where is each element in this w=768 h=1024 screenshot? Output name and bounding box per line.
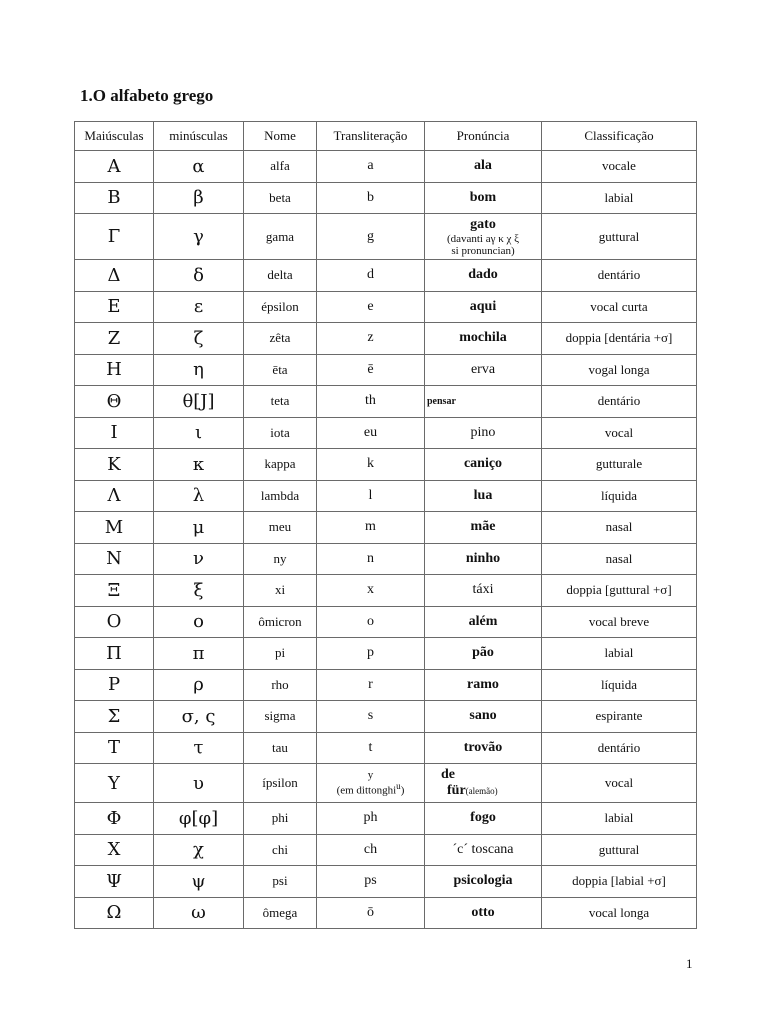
transliteration: ch bbox=[317, 834, 425, 866]
letter-name: phi bbox=[244, 803, 317, 835]
pronunciation: táxi bbox=[425, 575, 542, 607]
pronunciation bbox=[425, 764, 542, 803]
table-row bbox=[75, 701, 697, 733]
header-transliteracao: Transliteração bbox=[317, 122, 425, 151]
uppercase-letter: Δ bbox=[75, 260, 154, 292]
pronunciation: pino bbox=[425, 417, 542, 449]
transliteration: ē bbox=[317, 354, 425, 386]
pronunciation: ninho bbox=[425, 543, 542, 575]
table-row bbox=[75, 182, 697, 214]
uppercase-letter: Γ bbox=[75, 214, 154, 260]
classification: doppia [guttural +σ] bbox=[542, 575, 697, 607]
lowercase-letter: ε bbox=[154, 291, 244, 323]
transliteration bbox=[317, 764, 425, 803]
pronunciation-line bbox=[441, 783, 539, 799]
classification: doppia [labial +σ] bbox=[542, 866, 697, 898]
transliteration: x bbox=[317, 575, 425, 607]
lowercase-letter: τ bbox=[154, 732, 244, 764]
transliteration: g bbox=[317, 214, 425, 260]
letter-name: beta bbox=[244, 182, 317, 214]
transliteration-value: y bbox=[367, 769, 374, 782]
classification: vocal bbox=[542, 417, 697, 449]
lowercase-letter: ζ bbox=[154, 323, 244, 355]
letter-name: ípsilon bbox=[244, 764, 317, 803]
transliteration: a bbox=[317, 151, 425, 183]
classification: dentário bbox=[542, 732, 697, 764]
lowercase-letter: η bbox=[154, 354, 244, 386]
greek-alphabet-table bbox=[74, 121, 697, 929]
table-row bbox=[75, 732, 697, 764]
table-row bbox=[75, 764, 697, 803]
uppercase-letter: Θ bbox=[75, 386, 154, 418]
pronunciation-note: (davanti aγ κ χ ξ bbox=[446, 232, 520, 245]
pronunciation: lua bbox=[425, 480, 542, 512]
header-pronuncia: Pronúncia bbox=[425, 122, 542, 151]
lowercase-letter: υ bbox=[154, 764, 244, 803]
pronunciation: mochila bbox=[425, 323, 542, 355]
classification: labial bbox=[542, 182, 697, 214]
pronunciation: erva bbox=[425, 354, 542, 386]
pronunciation: otto bbox=[425, 897, 542, 929]
uppercase-letter: Ω bbox=[75, 897, 154, 929]
pronunciation-example: de bbox=[441, 767, 455, 782]
transliteration: k bbox=[317, 449, 425, 481]
uppercase-letter: Ρ bbox=[75, 669, 154, 701]
classification: nasal bbox=[542, 512, 697, 544]
table-row bbox=[75, 260, 697, 292]
pronunciation-note: si pronuncian) bbox=[451, 244, 515, 257]
header-classificacao: Classificação bbox=[542, 122, 697, 151]
table-row bbox=[75, 323, 697, 355]
header-nome: Nome bbox=[244, 122, 317, 151]
letter-name: ômega bbox=[244, 897, 317, 929]
uppercase-letter: Κ bbox=[75, 449, 154, 481]
pronunciation: ramo bbox=[425, 669, 542, 701]
classification: vocal longa bbox=[542, 897, 697, 929]
table-row bbox=[75, 803, 697, 835]
classification: labial bbox=[542, 803, 697, 835]
classification: labial bbox=[542, 638, 697, 670]
pronunciation: dado bbox=[425, 260, 542, 292]
letter-name: épsilon bbox=[244, 291, 317, 323]
transliteration: th bbox=[317, 386, 425, 418]
lowercase-letter: φ[φ] bbox=[154, 803, 244, 835]
letter-name: lambda bbox=[244, 480, 317, 512]
classification: espirante bbox=[542, 701, 697, 733]
letter-name: kappa bbox=[244, 449, 317, 481]
uppercase-letter: Η bbox=[75, 354, 154, 386]
letter-name: tau bbox=[244, 732, 317, 764]
uppercase-letter: Ψ bbox=[75, 866, 154, 898]
uppercase-letter: Ε bbox=[75, 291, 154, 323]
table-row bbox=[75, 575, 697, 607]
table-row bbox=[75, 606, 697, 638]
transliteration: d bbox=[317, 260, 425, 292]
uppercase-letter: Π bbox=[75, 638, 154, 670]
uppercase-letter: Β bbox=[75, 182, 154, 214]
transliteration: p bbox=[317, 638, 425, 670]
letter-name: teta bbox=[244, 386, 317, 418]
lowercase-letter: ρ bbox=[154, 669, 244, 701]
classification: guttural bbox=[542, 834, 697, 866]
header-minusculas: minúsculas bbox=[154, 122, 244, 151]
uppercase-letter: Ι bbox=[75, 417, 154, 449]
transliteration: ph bbox=[317, 803, 425, 835]
table-row bbox=[75, 543, 697, 575]
uppercase-letter: Υ bbox=[75, 764, 154, 803]
transliteration: r bbox=[317, 669, 425, 701]
lowercase-letter: ι bbox=[154, 417, 244, 449]
pronunciation-example: gato bbox=[470, 216, 496, 232]
lowercase-letter: θ[J] bbox=[154, 386, 244, 418]
transliteration: z bbox=[317, 323, 425, 355]
table-row bbox=[75, 417, 697, 449]
pronunciation: pensar bbox=[425, 386, 542, 418]
classification: líquida bbox=[542, 669, 697, 701]
classification: nasal bbox=[542, 543, 697, 575]
table-row bbox=[75, 449, 697, 481]
lowercase-letter: ν bbox=[154, 543, 244, 575]
letter-name: delta bbox=[244, 260, 317, 292]
uppercase-letter: Ν bbox=[75, 543, 154, 575]
letter-name: ēta bbox=[244, 354, 317, 386]
table-header-row bbox=[75, 122, 697, 151]
transliteration-note-sup: u bbox=[396, 781, 401, 792]
pronunciation: ala bbox=[425, 151, 542, 183]
lowercase-letter: α bbox=[154, 151, 244, 183]
uppercase-letter: Τ bbox=[75, 732, 154, 764]
table-row bbox=[75, 291, 697, 323]
lowercase-letter: μ bbox=[154, 512, 244, 544]
lowercase-letter: ο bbox=[154, 606, 244, 638]
uppercase-letter: Σ bbox=[75, 701, 154, 733]
letter-name: psi bbox=[244, 866, 317, 898]
pronunciation: ´c´ toscana bbox=[425, 834, 542, 866]
transliteration: l bbox=[317, 480, 425, 512]
pronunciation: fogo bbox=[425, 803, 542, 835]
uppercase-letter: Χ bbox=[75, 834, 154, 866]
table-row bbox=[75, 354, 697, 386]
letter-name: zêta bbox=[244, 323, 317, 355]
uppercase-letter: Φ bbox=[75, 803, 154, 835]
transliteration-note-text: (em dittonghi bbox=[336, 784, 397, 797]
classification: guttural bbox=[542, 214, 697, 260]
transliteration: o bbox=[317, 606, 425, 638]
table-row bbox=[75, 480, 697, 512]
uppercase-letter: Ξ bbox=[75, 575, 154, 607]
lowercase-letter: ξ bbox=[154, 575, 244, 607]
letter-name: meu bbox=[244, 512, 317, 544]
pronunciation: mãe bbox=[425, 512, 542, 544]
transliteration: eu bbox=[317, 417, 425, 449]
table-row bbox=[75, 512, 697, 544]
pronunciation-word: für bbox=[447, 783, 466, 798]
classification: vocal bbox=[542, 764, 697, 803]
transliteration: t bbox=[317, 732, 425, 764]
lowercase-letter: δ bbox=[154, 260, 244, 292]
letter-name: ny bbox=[244, 543, 317, 575]
letter-name: xi bbox=[244, 575, 317, 607]
transliteration: b bbox=[317, 182, 425, 214]
table-row bbox=[75, 638, 697, 670]
page-number: 1 bbox=[686, 956, 693, 971]
classification: dentário bbox=[542, 260, 697, 292]
pronunciation: psicologia bbox=[425, 866, 542, 898]
classification: líquida bbox=[542, 480, 697, 512]
lowercase-letter: π bbox=[154, 638, 244, 670]
uppercase-letter: Λ bbox=[75, 480, 154, 512]
header-maiusculas: Maiúsculas bbox=[75, 122, 154, 151]
lowercase-letter: χ bbox=[154, 834, 244, 866]
table-row bbox=[75, 866, 697, 898]
transliteration: s bbox=[317, 701, 425, 733]
classification: vogal longa bbox=[542, 354, 697, 386]
uppercase-letter: Α bbox=[75, 151, 154, 183]
lowercase-letter: ψ bbox=[154, 866, 244, 898]
classification: vocale bbox=[542, 151, 697, 183]
classification: gutturale bbox=[542, 449, 697, 481]
transliteration: e bbox=[317, 291, 425, 323]
uppercase-letter: Ζ bbox=[75, 323, 154, 355]
transliteration: n bbox=[317, 543, 425, 575]
letter-name: ômicron bbox=[244, 606, 317, 638]
transliteration-note-close: ) bbox=[400, 784, 405, 797]
pronunciation: bom bbox=[425, 182, 542, 214]
letter-name: sigma bbox=[244, 701, 317, 733]
uppercase-letter: Ο bbox=[75, 606, 154, 638]
lowercase-letter: β bbox=[154, 182, 244, 214]
classification: vocal curta bbox=[542, 291, 697, 323]
letter-name: iota bbox=[244, 417, 317, 449]
table-row bbox=[75, 151, 697, 183]
pronunciation: caniço bbox=[425, 449, 542, 481]
letter-name: chi bbox=[244, 834, 317, 866]
page-title: 1.O alfabeto grego bbox=[80, 86, 214, 105]
transliteration: ō bbox=[317, 897, 425, 929]
letter-name: alfa bbox=[244, 151, 317, 183]
table-row bbox=[75, 834, 697, 866]
classification: vocal breve bbox=[542, 606, 697, 638]
classification: dentário bbox=[542, 386, 697, 418]
table-row bbox=[75, 214, 697, 260]
pronunciation: além bbox=[425, 606, 542, 638]
lowercase-letter: λ bbox=[154, 480, 244, 512]
lowercase-letter: σ, ς bbox=[154, 701, 244, 733]
pronunciation: aqui bbox=[425, 291, 542, 323]
pronunciation: pão bbox=[425, 638, 542, 670]
table-row bbox=[75, 669, 697, 701]
pronunciation-language: (alemão) bbox=[465, 786, 498, 796]
letter-name: gama bbox=[244, 214, 317, 260]
table-row bbox=[75, 897, 697, 929]
letter-name: rho bbox=[244, 669, 317, 701]
lowercase-letter: κ bbox=[154, 449, 244, 481]
transliteration-note bbox=[319, 781, 422, 797]
letter-name: pi bbox=[244, 638, 317, 670]
uppercase-letter: Μ bbox=[75, 512, 154, 544]
pronunciation: trovão bbox=[425, 732, 542, 764]
classification: doppia [dentária +σ] bbox=[542, 323, 697, 355]
transliteration: m bbox=[317, 512, 425, 544]
pronunciation: sano bbox=[425, 701, 542, 733]
lowercase-letter: ω bbox=[154, 897, 244, 929]
lowercase-letter: γ bbox=[154, 214, 244, 260]
transliteration: ps bbox=[317, 866, 425, 898]
table-row bbox=[75, 386, 697, 418]
pronunciation bbox=[425, 214, 542, 260]
